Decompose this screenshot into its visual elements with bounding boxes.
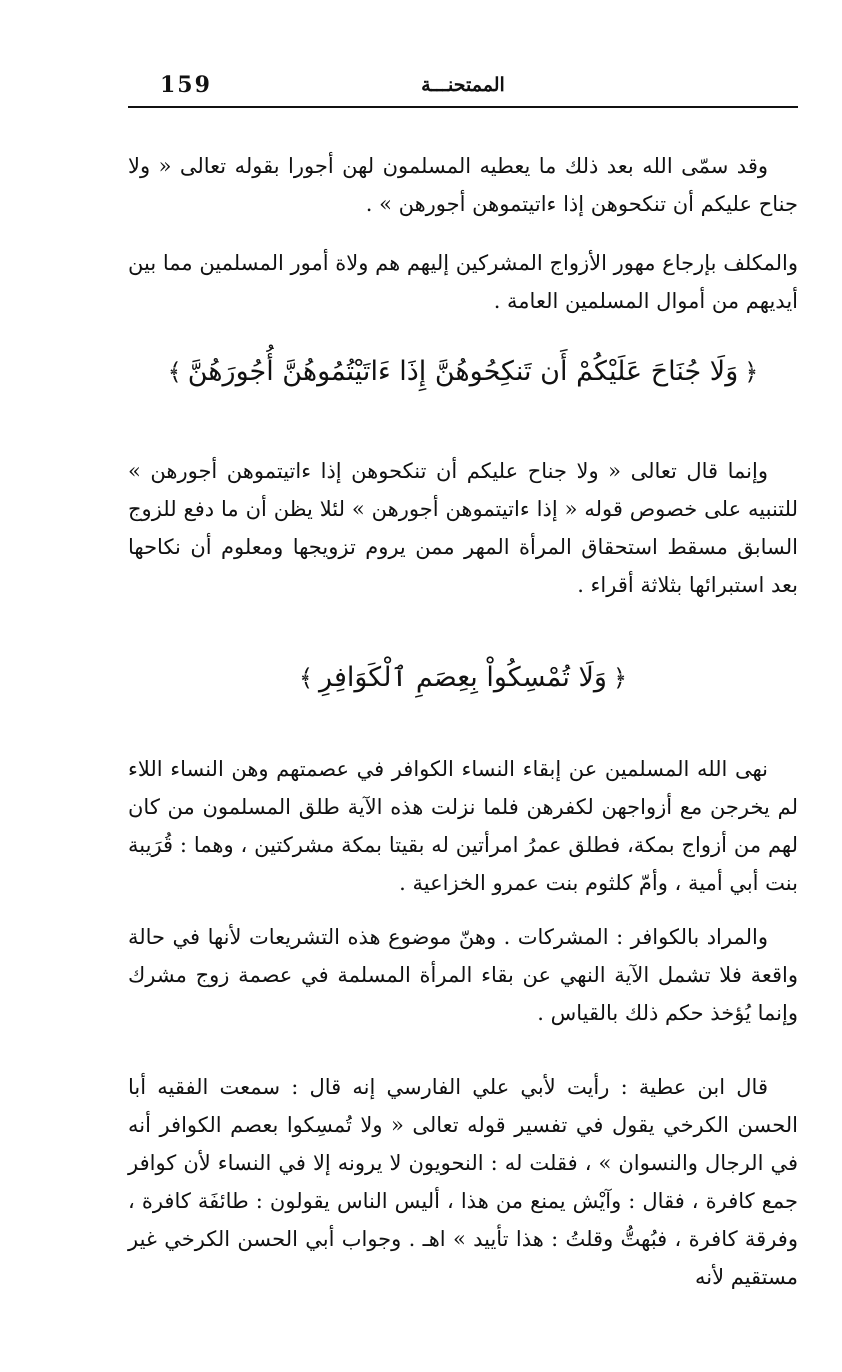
quran-verse-1	[128, 350, 798, 394]
quran-verse-2	[128, 656, 798, 700]
paragraph-3: وإنما قال تعالى « ولا جناح عليكم أن تنكحوهن إذا ءاتيتموهن أجورهن » للتنبيه على خصوص قوله « إذا ءاتيتموهن أجورهن » لئلا يظن أن ما دفع للزوج السابق مسقط استحقاق المرأة المهر ممن يروم تزويجها ومعلوم أن نكاحها بعد استبرائها بثلاثة أقراء .	[128, 459, 798, 597]
running-title: الممتحنـــة	[421, 74, 505, 96]
verse-text: وَلَا جُنَاحَ عَلَيْكُمْ أَن تَنكِحُوهُنَّ إِذَا ءَاتَيْتُمُوهُنَّ أُجُورَهُنَّ	[187, 356, 739, 387]
paragraph-5: والمراد بالكوافر : المشركات . وهنّ موضوع هذه التشريعات لأنها في حالة واقعة فلا تشمل الآية النهي عن بقاء المرأة المسلمة في عصمة زوج مشرك وإنما يُؤخذ حكم ذلك بالقياس .	[128, 925, 798, 1025]
verse-open-ornament: ﴿	[744, 358, 759, 386]
paragraph-2: والمكلف بإرجاع مهور الأزواج المشركين إليهم هم ولاة أمور المسلمين مما بين أيديهم من أموال المسلمين العامة .	[128, 251, 798, 313]
paragraph-4: نهى الله المسلمين عن إبقاء النساء الكوافر في عصمتهم وهن النساء اللاء لم يخرجن مع أزواجهن لكفرهن فلما نزلت هذه الآية طلق المسلمون من كان لهم من أزواج بمكة، فطلق عمرُ امرأتين له بقيتا بمكة مشركتين ، وهما : قُرَيبة بنت أبي أمية ، وأمّ كلثوم بنت عمرو الخزاعية .	[128, 757, 798, 895]
verse-text: وَلَا تُمْسِكُواْ بِعِصَمِ ٱلْكَوَافِرِ	[319, 662, 607, 693]
page-number: 159	[160, 72, 212, 98]
verse-close-ornament: ﴾	[167, 358, 182, 386]
verse-close-ornament: ﴾	[298, 664, 314, 692]
paragraph-6: قال ابن عطية : رأيت لأبي علي الفارسي إنه قال : سمعت الفقيه أبا الحسن الكرخي يقول في تفسير قوله تعالى « ولا تُمسِكوا بعصم الكوافر أنه في الرجال والنسوان » ، فقلت له : النحويون لا يرونه إلا في النساء لأن كوافر جمع كافرة ، فقال : وآيْش يمنع من هذا ، أليس الناس يقولون : طائفَة كافرة ، وفرقة كافرة ، فبُهتُّ وقلتُ : هذا تأييد » اهـ . وجواب أبي الحسن الكرخي غير مستقيم لأنه	[128, 1075, 798, 1289]
paragraph-1: وقد سمّى الله بعد ذلك ما يعطيه المسلمون لهن أجورا بقوله تعالى « ولا جناح عليكم أن تنكحوهن إذا ءاتيتموهن أجورهن » .	[128, 154, 798, 216]
verse-open-ornament: ﴿	[612, 664, 627, 692]
page-header	[128, 70, 798, 108]
